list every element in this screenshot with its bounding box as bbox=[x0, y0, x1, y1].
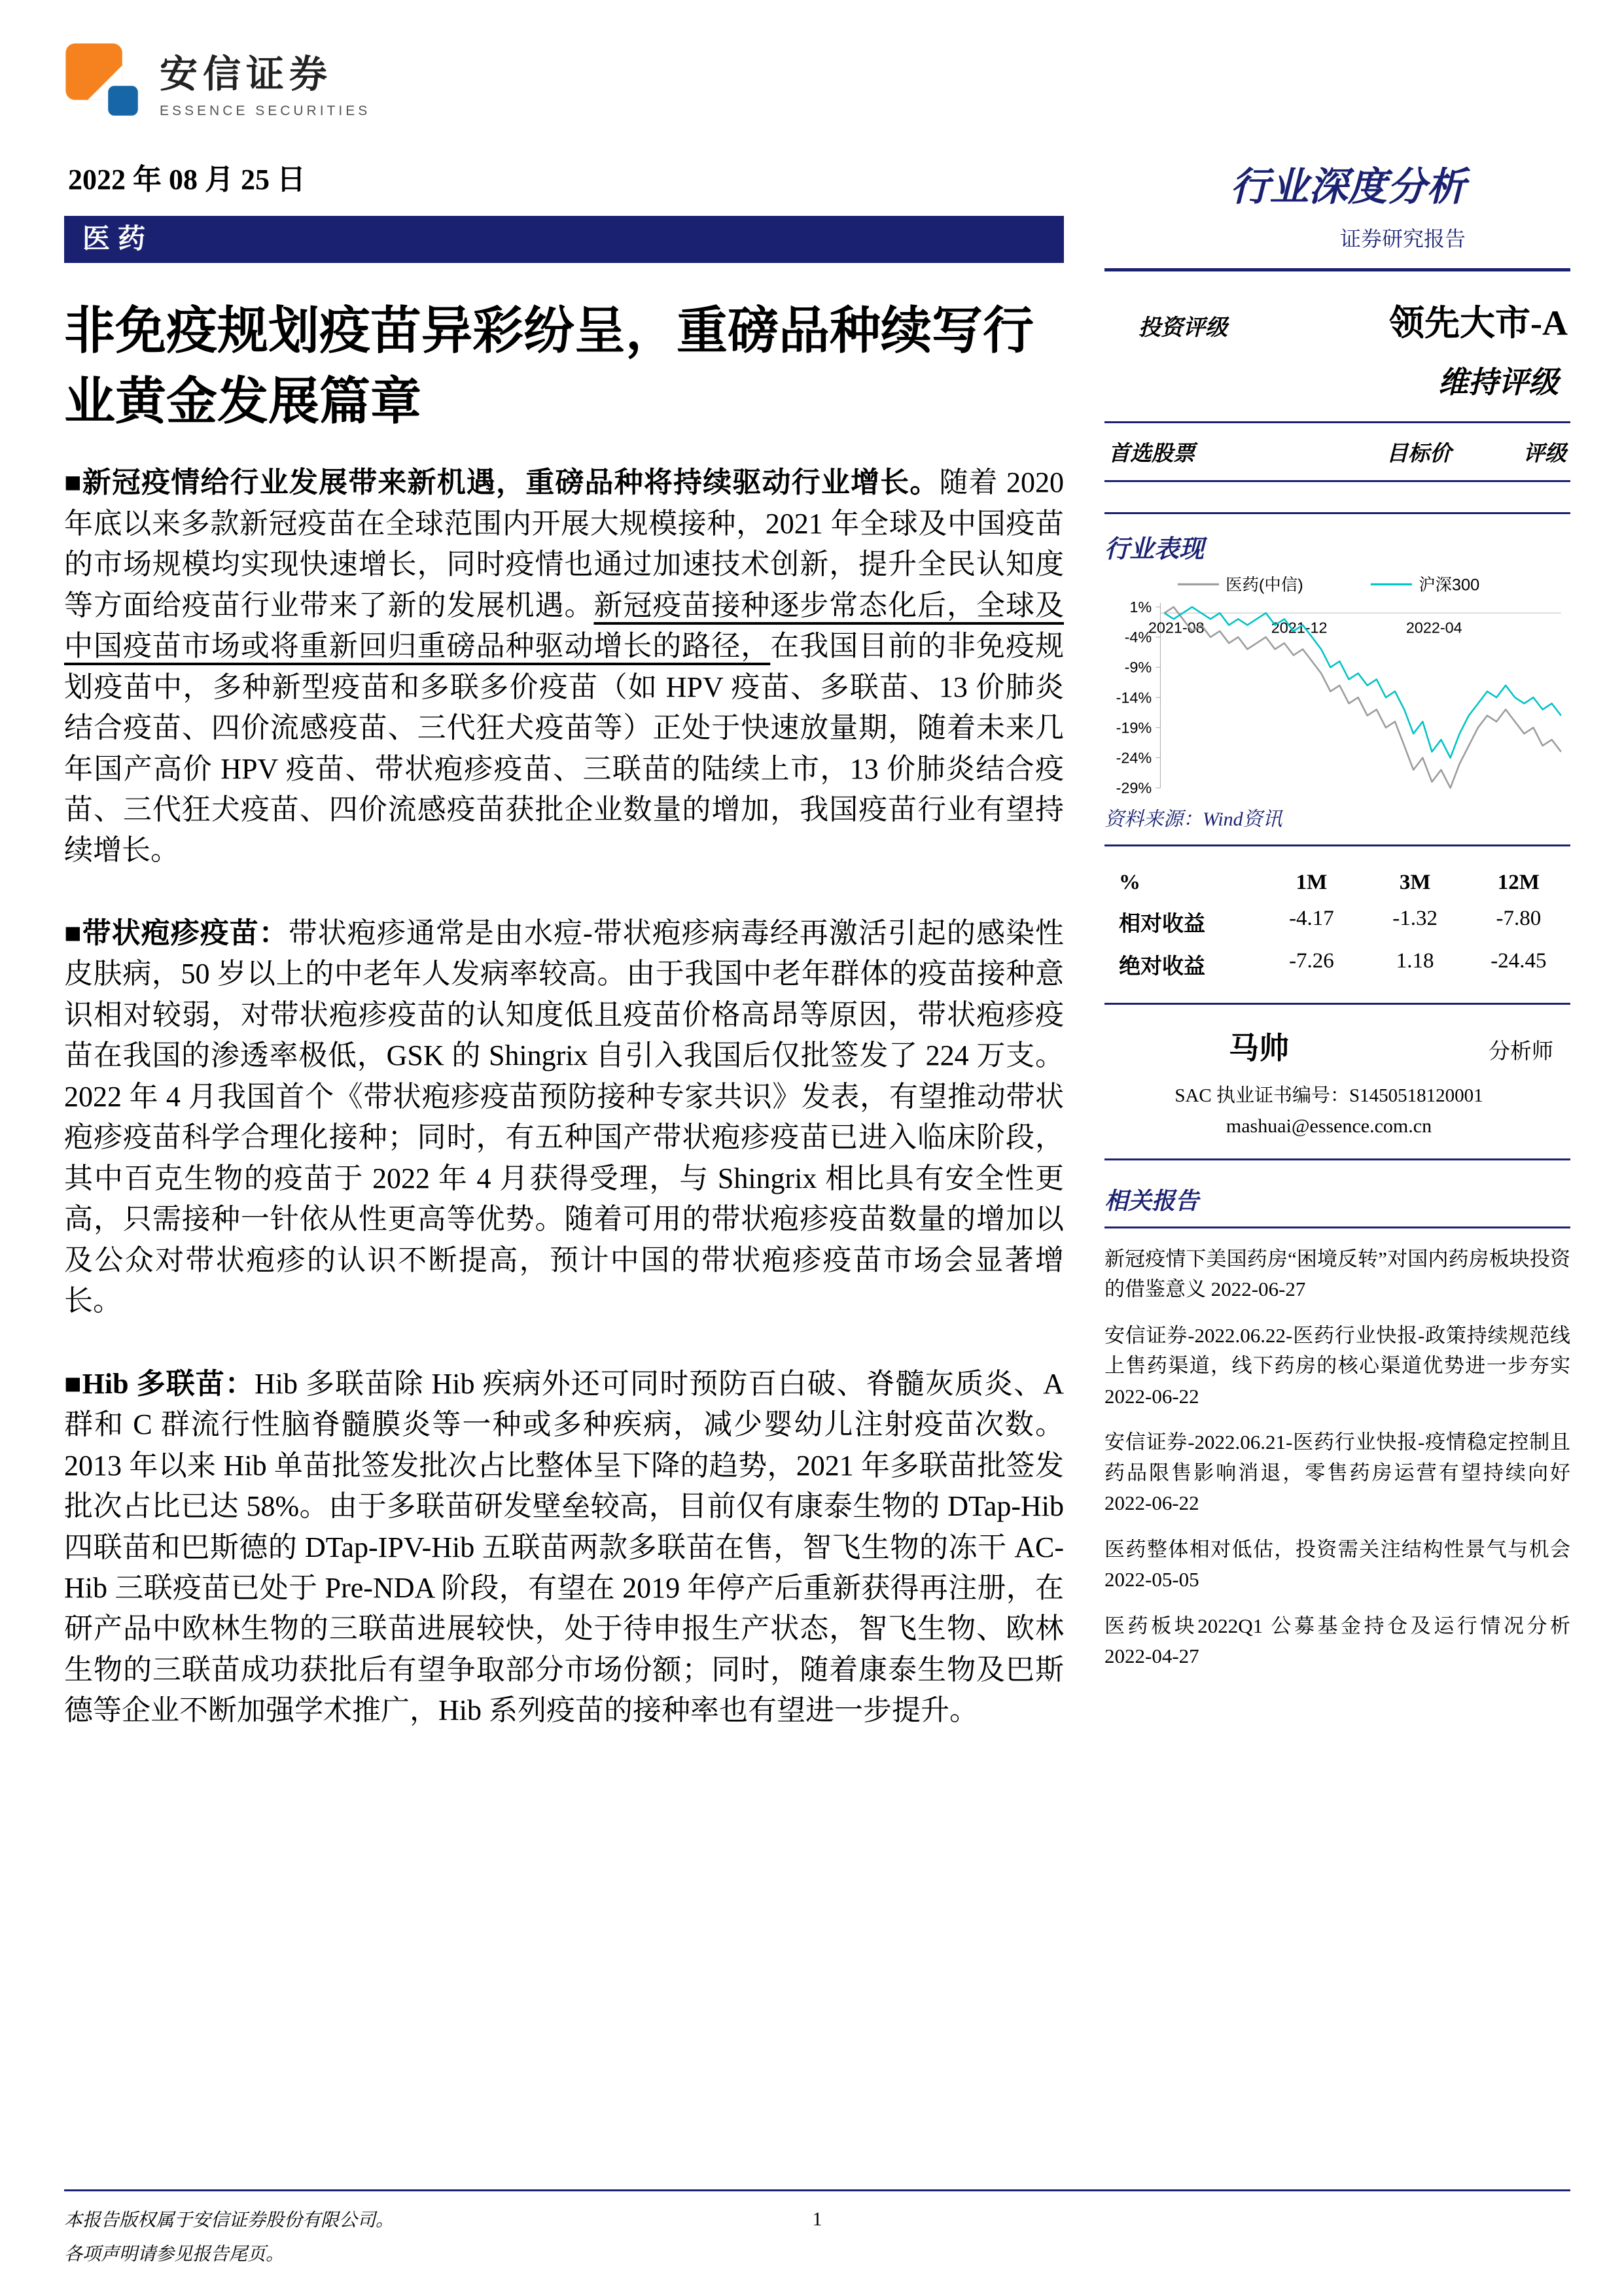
brand-name-cn: 安信证券 bbox=[160, 53, 333, 96]
category-label: 医药 bbox=[82, 224, 154, 254]
returns-table bbox=[1104, 846, 1570, 1005]
related-report-item: 安信证券-2022.06.22-医药行业快报-政策持续规范线上售药渠道，线下药房的核心渠道优势进一步夯实 2022-06-22 bbox=[1104, 1323, 1570, 1408]
svg-text:2022-04: 2022-04 bbox=[1405, 619, 1462, 636]
svg-text:-9%: -9% bbox=[1124, 659, 1152, 676]
svg-text:医药(中信): 医药(中信) bbox=[1226, 576, 1303, 595]
disclaimer-line: 各项声明请参见报告尾页。 bbox=[64, 2244, 285, 2265]
relative-return-row bbox=[1104, 901, 1570, 943]
category-bar bbox=[64, 216, 1064, 263]
paragraph-overview-lead: ■新冠疫情给行业发展带来新机遇，重磅品种将持续驱动行业增长。 bbox=[64, 466, 940, 499]
svg-text:-14%: -14% bbox=[1116, 689, 1152, 706]
performance-chart bbox=[1104, 572, 1570, 799]
related-reports-heading: 相关报告 bbox=[1104, 1183, 1570, 1228]
paragraph-hib-text: Hib 多联苗除 Hib 疾病外还可同时预防百白破、脊髓灰质炎、A 群和 C 群流行性脑脊髓膜炎等一种或多种疾病，减少婴幼儿注射疫苗次数。2013 年以来 Hib 单苗批签发批次占比整体呈下降的趋势，2021 年多联苗批签发批次占比已达 58%。由于多联苗研发壁垒较高，目前仅有康泰生物的 DTap-Hib 四联苗和巴斯德的 DTap-IPV-Hib 五联苗两款多联苗在售，智飞生物的冻干 AC-Hib 三联疫苗已处于 Pre-NDA 阶段，有望在 2019 年停产后重新获得再注册，在研产品中欧林生物的三联苗进展较快，处于待申报生产状态，智飞生物、欧林生物的三联苗成功获批后有望争取部分市场份额；同时，随着康泰生物及巴斯德等企业不断加强学术推广，Hib 系列疫苗的接种率也有望进一步提升。 bbox=[64, 1367, 1064, 1727]
svg-text:-19%: -19% bbox=[1116, 719, 1152, 737]
essence-logo-icon bbox=[64, 42, 143, 120]
svg-text:-24%: -24% bbox=[1116, 749, 1152, 767]
analyst-name-row bbox=[1104, 1024, 1553, 1068]
relative-return-12m: -7.80 bbox=[1496, 906, 1542, 930]
analyst-title: 分析师 bbox=[1489, 1039, 1553, 1064]
paragraph-hib-lead: ■Hib 多联苗： bbox=[64, 1367, 255, 1400]
page-number: 1 bbox=[812, 2208, 822, 2230]
svg-text:沪深300: 沪深300 bbox=[1419, 576, 1480, 595]
paragraph-overview-underlined: 新冠疫苗接种逐步常态化后，全球及中国疫苗市场或将重新回归重磅品种驱动增长的路径， bbox=[64, 589, 1064, 663]
preferred-stocks-header bbox=[1104, 421, 1570, 482]
returns-header-12m: 12M bbox=[1497, 870, 1540, 894]
analyst-sac-number: SAC 执业证书编号：S1450518120001 bbox=[1174, 1085, 1483, 1106]
analyst-name: 马帅 bbox=[1229, 1031, 1289, 1065]
absolute-return-1m: -7.26 bbox=[1289, 948, 1334, 973]
rating-column-label: 评级 bbox=[1523, 442, 1566, 466]
copyright-line: 本报告版权属于安信证券股份有限公司。 bbox=[64, 2210, 395, 2231]
paragraph-overview-text-a: 随着 2020 年底以来多款新冠疫苗在全球范围内开展大规模接种，2021 年全球及中国疫苗的市场规模均实现快速增长，同时疫情也通过加速技术创新，提升全民认知度等方面给疫苗行业带来了新的发展机遇。 bbox=[64, 466, 1065, 621]
paragraph-shingles-text: 带状疱疹通常是由水痘-带状疱疹病毒经再激活引起的感染性皮肤病，50 岁以上的中老年人发病率较高。由于我国中老年群体的疫苗接种意识相对较弱，对带状疱疹疫苗的认知度低且疫苗价格高昂等原因，带状疱疹疫苗在我国的渗透率极低，GSK 的 Shingrix 自引入我国后仅批签发了 224 万支。2022 年 4 月我国首个《带状疱疹疫苗预防接种专家共识》发表，有望推动带状疱疹疫苗科学合理化接种；同时，有五种国产带状疱疹疫苗已进入临床阶段，其中百克生物的疫苗于 2022 年 4 月获得受理，与 Shingrix 相比具有安全性更高，只需接种一针依从性更高等优势。随着可用的带状疱疹疫苗数量的增加以及公众对带状疱疹的认识不断提高，预计中国的带状疱疹疫苗市场会显著增长。 bbox=[64, 916, 1065, 1317]
svg-text:1%: 1% bbox=[1129, 599, 1152, 616]
returns-header-3m: 3M bbox=[1399, 870, 1431, 894]
rating-label: 投资评级 bbox=[1139, 316, 1227, 340]
analyst-email-link[interactable]: mashuai@essence.com.cn bbox=[1226, 1115, 1432, 1137]
chart-source: 资料来源：Wind资讯 bbox=[1104, 803, 1570, 846]
paragraph-overview bbox=[64, 462, 1064, 871]
brand-name bbox=[160, 43, 370, 119]
content-columns bbox=[64, 156, 1570, 1773]
returns-table-header bbox=[1104, 865, 1570, 901]
absolute-return-12m: -24.45 bbox=[1491, 948, 1547, 973]
report-title: 非免疫规划疫苗异彩纷呈，重磅品种续写行业黄金发展篇章 bbox=[64, 302, 1034, 430]
relative-return-1m: -4.17 bbox=[1289, 906, 1334, 930]
rating-action: 维持评级 bbox=[1438, 366, 1559, 399]
paragraph-shingles-vaccine bbox=[64, 913, 1064, 1322]
absolute-return-label: 绝对收益 bbox=[1119, 954, 1205, 979]
svg-text:-29%: -29% bbox=[1116, 779, 1152, 797]
svg-text:2021-08: 2021-08 bbox=[1148, 619, 1205, 636]
report-type: 行业深度分析 bbox=[1230, 165, 1466, 209]
industry-performance-section bbox=[1104, 512, 1570, 846]
brand-name-en: ESSENCE SECURITIES bbox=[160, 103, 371, 118]
analyst-block bbox=[1104, 1005, 1570, 1160]
related-report-item: 新冠疫情下美国药房“困境反转”对国内药房板块投资的借鉴意义 2022-06-27 bbox=[1104, 1247, 1570, 1301]
absolute-return-3m: 1.18 bbox=[1396, 948, 1434, 973]
rating-row bbox=[1139, 295, 1568, 345]
absolute-return-row bbox=[1104, 943, 1570, 986]
relative-return-3m: -1.32 bbox=[1392, 906, 1438, 930]
report-date: 2022 年 08 月 25 日 bbox=[68, 164, 306, 196]
report-type-block bbox=[1104, 156, 1570, 271]
page-footer bbox=[64, 2189, 1570, 2274]
paragraph-overview-text-b: 在我国目前的非免疫规划疫苗中，多种新型疫苗和多联多价疫苗（如 HPV 疫苗、多联苗、13 价肺炎结合疫苗、四价流感疫苗、三代狂犬疫苗等）正处于快速放量期，随着未来几年国产高价 HPV 疫苗、带状疱疹疫苗、三联苗的陆续上市，13 价肺炎结合疫苗、三代狂犬疫苗、四价流感疫苗获批企业数量的增加，我国疫苗行业有望持续增长。 bbox=[64, 630, 1065, 867]
related-reports-list bbox=[1104, 1244, 1570, 1672]
main-column bbox=[64, 156, 1064, 1773]
svg-text:2021-12: 2021-12 bbox=[1271, 619, 1328, 636]
report-subtype: 证券研究报告 bbox=[1339, 227, 1466, 251]
brand-logo bbox=[64, 42, 1570, 120]
performance-line-chart bbox=[1104, 572, 1570, 799]
related-reports-section bbox=[1104, 1183, 1570, 1672]
industry-performance-heading: 行业表现 bbox=[1104, 536, 1205, 563]
relative-return-label: 相对收益 bbox=[1119, 912, 1205, 936]
preferred-stocks-label: 首选股票 bbox=[1108, 442, 1195, 466]
returns-header-1m: 1M bbox=[1296, 870, 1328, 894]
related-report-item: 医药整体相对低估，投资需关注结构性景气与机会 2022-05-05 bbox=[1104, 1537, 1570, 1592]
related-report-item: 医药板块2022Q1 公募基金持仓及运行情况分析 2022-04-27 bbox=[1104, 1614, 1570, 1668]
investment-rating-block bbox=[1104, 271, 1570, 421]
returns-header-pct: % bbox=[1119, 870, 1140, 894]
paragraph-hib-vaccine bbox=[64, 1364, 1064, 1731]
svg-text:-4%: -4% bbox=[1124, 629, 1152, 646]
related-report-item: 安信证券-2022.06.21-医药行业快报-疫情稳定控制且药品限售影响消退，零售药房运营有望持续向好 2022-06-22 bbox=[1104, 1431, 1570, 1515]
paragraph-shingles-lead: ■带状疱疹疫苗： bbox=[64, 916, 289, 949]
sidebar-column bbox=[1104, 156, 1570, 1773]
rating-value: 领先大市-A bbox=[1389, 304, 1568, 343]
target-price-column-label: 目标价 bbox=[1386, 442, 1451, 466]
